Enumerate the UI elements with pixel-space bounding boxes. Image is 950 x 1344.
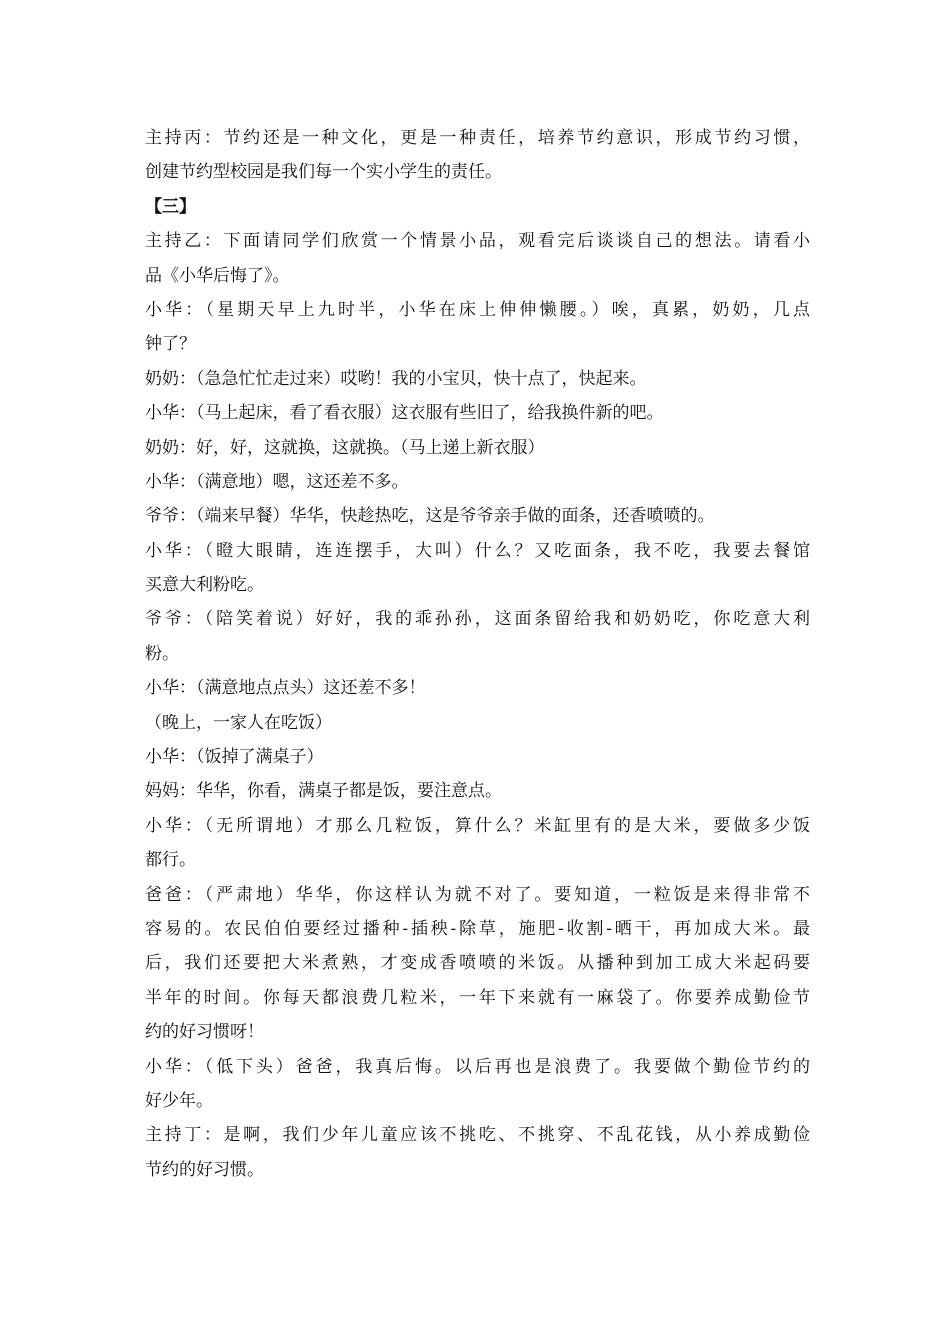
text-line: 主持丁：是啊，我们少年儿童应该不挑吃、不挑穿、不乱花钱，从小养成勤俭 [145,1125,810,1146]
text-line: 主持丙：节约还是一种文化，更是一种责任，培养节约意识，形成节约习惯， [145,128,810,148]
text-line: 爷爷：（陪笑着说）好好，我的乖孙孙，这面条留给我和奶奶吃，你吃意大利 [145,609,810,630]
text-line: 买意大利粉吃。 [145,575,264,596]
text-line: （晚上，一家人在吃饭） [145,712,332,733]
text-line: 爸爸：（严肃地）华华，你这样认为就不对了。要知道，一粒饭是来得非常不 [145,884,810,905]
document-body [145,121,810,1187]
text-line: 小华：（满意地点点头）这还差不多！ [145,678,426,699]
text-line: 容易的。农民伯伯要经过播种-插秧-除草，施肥-收割-晒干，再加成大米。最 [145,918,810,939]
text-line: 后，我们还要把大米煮熟，才变成香喷喷的米饭。从播种到加工成大米起码要 [145,953,810,974]
text-line: 主持乙：下面请同学们欣赏一个情景小品，观看完后谈谈自己的想法。请看小 [145,231,810,252]
text-line: 奶奶：好，好，这就换，这就换。（马上递上新衣服） [145,437,545,458]
section-heading: 【三】 [145,196,196,217]
text-line: 节约的好习惯。 [145,1159,264,1180]
text-line: 粉。 [145,643,179,664]
text-line: 半年的时间。你每天都浪费几粒米，一年下来就有一麻袋了。你要养成勤俭节 [145,987,810,1008]
text-line: 小华：（无所谓地）才那么几粒饭，算什么？米缸里有的是大米，要做多少饭 [145,815,810,836]
text-line: 爷爷：（端来早餐）华华，快趁热吃，这是爷爷亲手做的面条，还香喷喷的。 [145,506,715,527]
text-line: 约的好习惯呀！ [145,1022,264,1043]
text-line: 小华：（低下头）爸爸，我真后悔。以后再也是浪费了。我要做个勤俭节约的 [145,1056,810,1077]
text-line: 小华：（满意地）嗯，这还差不多。 [145,471,409,492]
text-line: 都行。 [145,850,196,871]
text-line: 小华：（马上起床，看了看衣服）这衣服有些旧了，给我换件新的吧。 [145,403,664,424]
text-line: 品《小华后悔了》。 [145,265,290,286]
text-line: 钟了？ [145,334,196,355]
text-line: 好少年。 [145,1090,213,1111]
text-line: 创建节约型校园是我们每一个实小学生的责任。 [145,162,502,183]
text-line: 小华：（饭掉了满桌子） [145,747,324,768]
text-line: 妈妈：华华，你看，满桌子都是饭，要注意点。 [145,781,502,802]
text-line: 小华：（星期天早上九时半，小华在床上伸伸懒腰。）唉，真累，奶奶，几点 [145,299,810,320]
text-line: 小华：（瞪大眼睛，连连摆手，大叫）什么？又吃面条，我不吃，我要去餐馆 [145,540,810,561]
text-line: 奶奶：（急急忙忙走过来）哎哟！我的小宝贝，快十点了，快起来。 [145,368,647,389]
